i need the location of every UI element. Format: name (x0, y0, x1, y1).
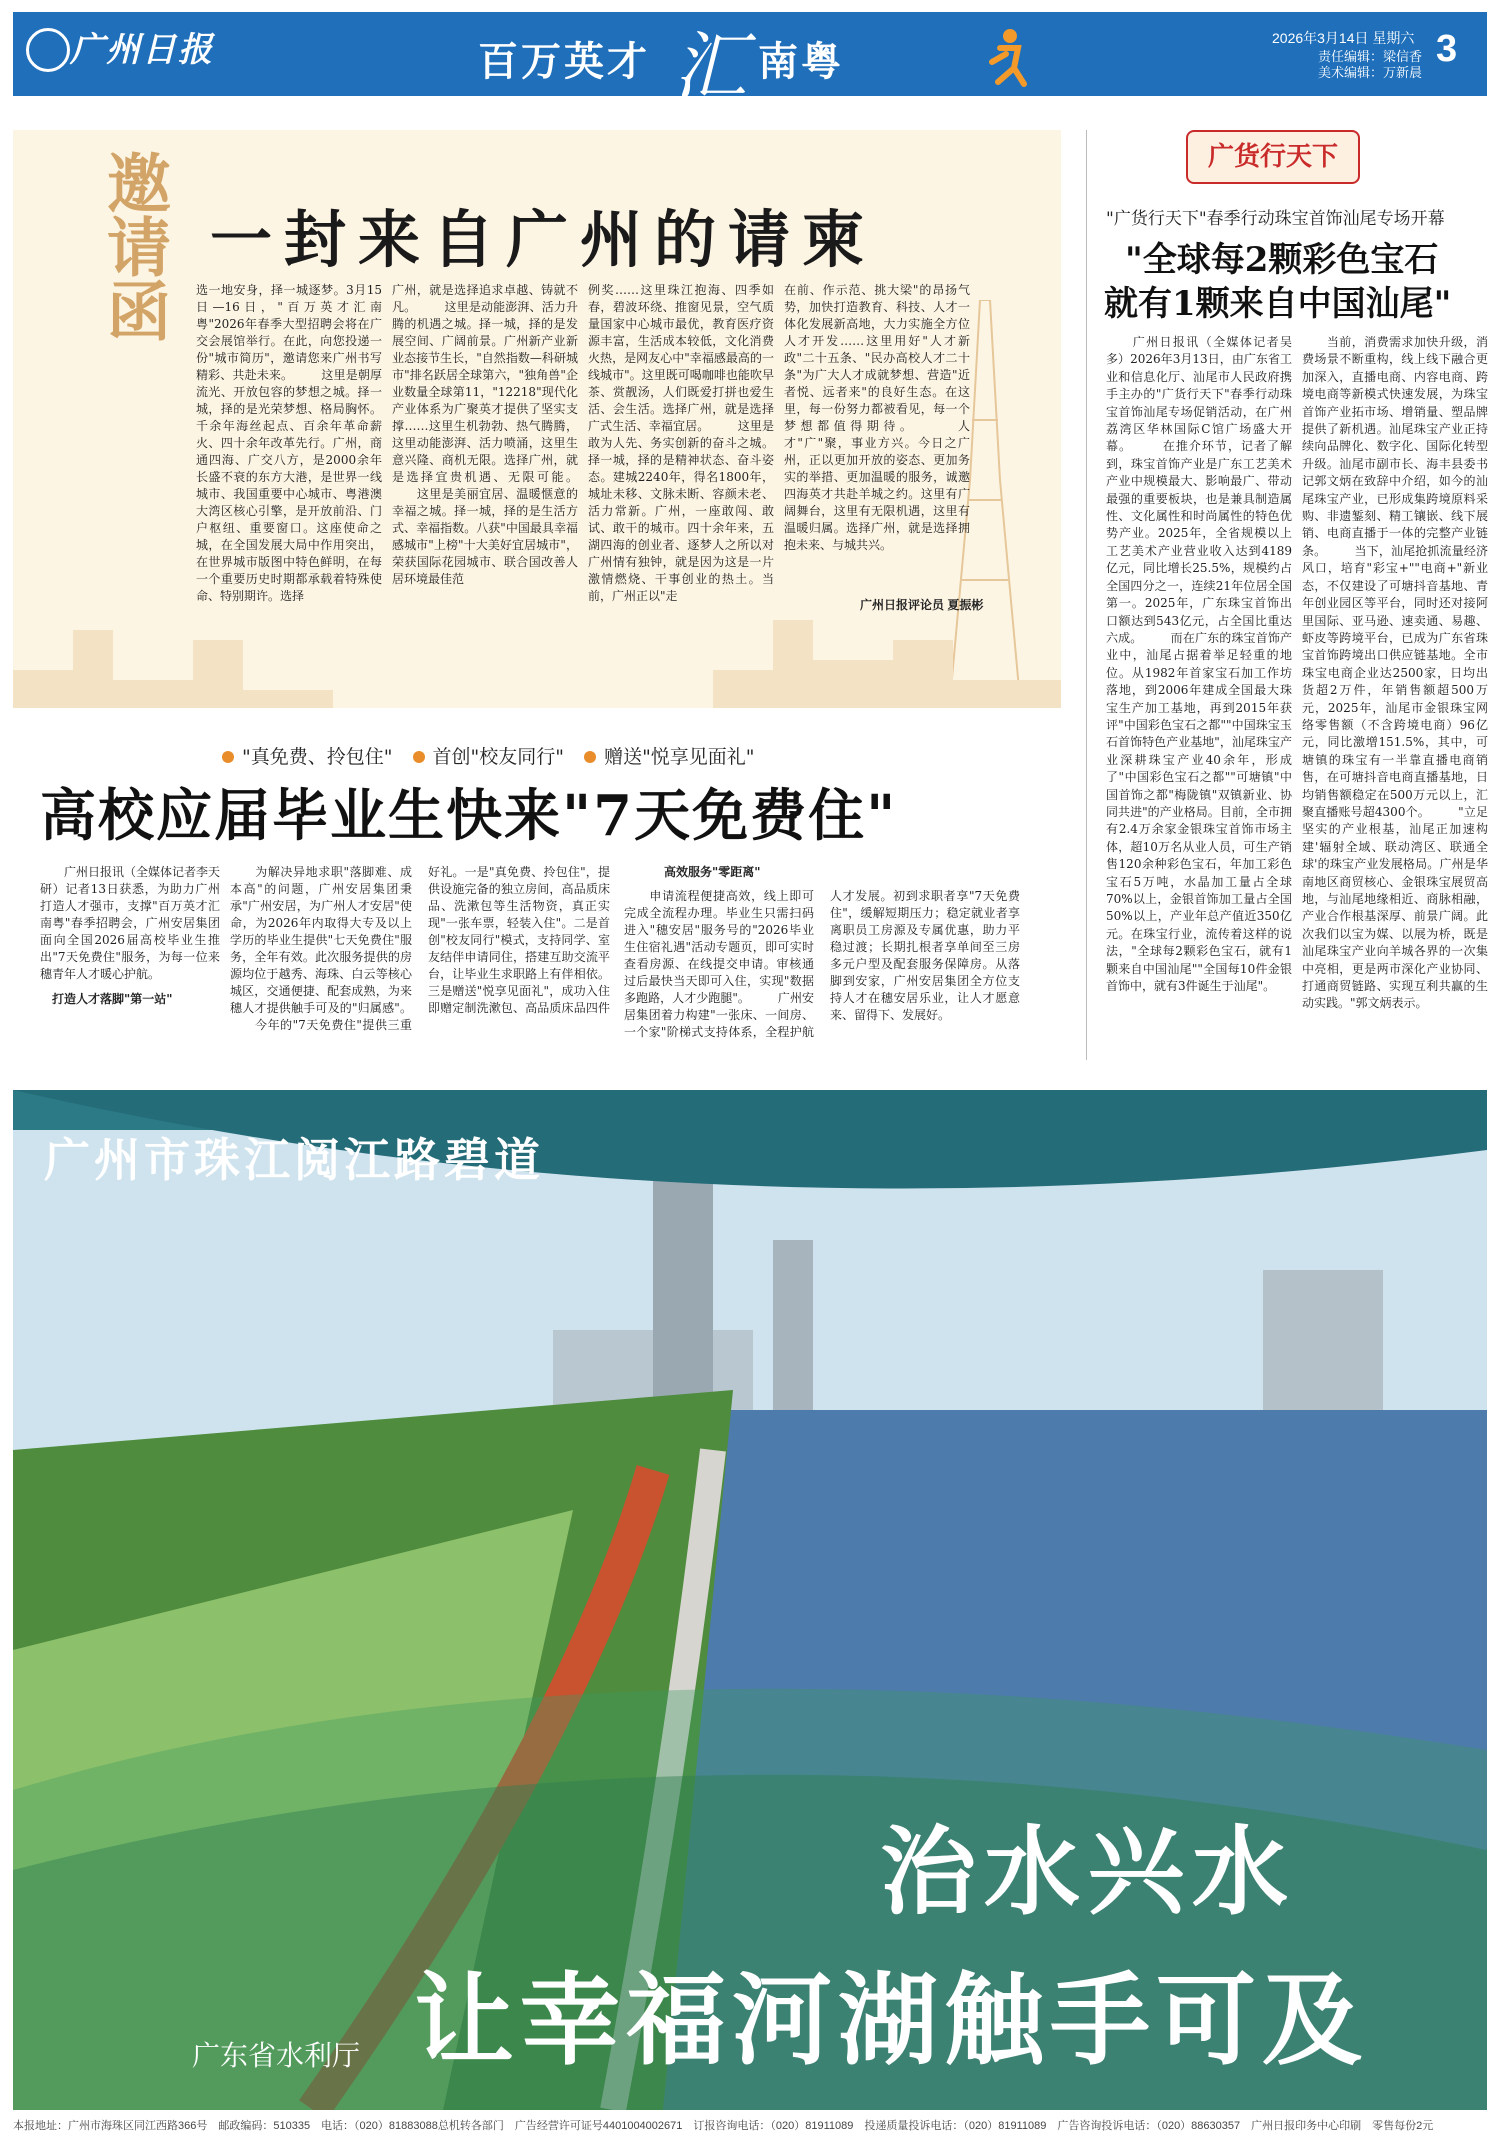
grad-column-2: 为解决异地求职"落脚难、成本高"的问题，广州安居集团秉承"广州安居，为广州人才安居"使命，为2026年内取得大专及以上学历的毕业生提供"七天免费住"服务，全年有效。此次服务提供的房源均位于越秀、海珠、白云等核心城区，交通便捷、配套成熟，为来穗人才提供触手可及的"归属感"。 今年的"7天免费住"提供三重好礼。一是"真免费、拎包住"，提供设施完备的独立房间，高品质床品、洗漱包等生活物资，真正实现"一张车票，轻装入住"。二是首创"校友同行"模式，支持同学、室友结伴申请同住，搭建互助交流平台，让毕业生求职路上有伴相依。三是赠送"悦享见面礼"，成功入住即赠定制洗漱包、高品质床品四件 (230, 865, 610, 1032)
guanghuo-column-2: 当前，消费需求加快升级，消费场景不断重构，线上线下融合更加深入，直播电商、内容电商、跨境电商等新模式快速发展，为珠宝首饰产业拓市场、增销量、塑品牌提供了新机遇。汕尾珠宝产业正持续向品牌化、数字化、国际化转型升级。汕尾市副市长、海丰县委书记郭文炳在致辞中介绍，如今的汕尾珠宝产业，已形成集跨境原料采购、非遗錾刻、精工镶嵌、线下展销、电商直播于一体的完整产业链条。 当下，汕尾抢抓流量经济风口，培育"彩宝+""电商+"新业态，不仅建设了可塘抖音基地、青年创业园区等平台，同时还对接阿里国际、亚马逊、速卖通、易趣、虾皮等跨境平台，已成为广东省珠宝首饰跨境出口供应链基地。全市珠宝电商企业达2500家，日均出货超2万件，年销售额超500万元，2025年，汕尾市金银珠宝网络零售额（不含跨境电商）96亿元，同比激增151.5%，其中，可塘镇的珠宝有一半靠直播电商销售，在可塘抖音电商直播基地，日均销售额稳定在500万元以上，汇聚直播账号超4300个。 "立足坚实的产业根基，汕尾正加速构建'辐射全域、联动湾区、联通全球'的珠宝产业发展格局。广州是华南地区商贸核心、金银珠宝展贸高地，与汕尾地缘相近、商脉相融，产业合作根基深厚、前景广阔。此次我们以宝为媒、以展为桥，既是汕尾珠宝产业向羊城各界的一次集中亮相，更是两市深化产业协同、打通商贸链路、实现互利共赢的生动实践。"郭文炳表示。 (1302, 335, 1488, 1011)
section-banner (478, 10, 978, 110)
grad-section-heading-1: 打造人才落脚"第一站" (52, 992, 173, 1006)
invitation-column-1: 选一地安身，择一城逐梦。3月15日—16日，"百万英才汇南粤"2026年春季大型招聘会将在广交会展馆举行。在此，向您投递一份"城市简历"，邀请您来广州书写精彩、共赴未来。 这里是朝厚流光、开放包容的梦想之城。择一城，择的是光荣梦想、格局胸怀。千余年海丝起点、百余年革命薪火、四十余年改革先行。广州，商通四海、广交八方，是2000余年长盛不衰的东方大港，是世界一线城市、我国重要中心城市、粤港澳大湾区核心引擎，是开放前沿、门户枢纽、重要窗口。这座使命之城，在全国发展大局中作用突出，在世界城市版图中特色鲜明，在每一个重要历史时期都承载着特殊使命、特别期许。选择 (196, 283, 382, 603)
runner-icon (980, 26, 1040, 90)
footer-info: 本报地址：广州市海珠区同江西路366号 邮政编码：510335 电话：（020）81883088总机转各部门 广告经营许可证号4401004002671 订报咨询电话：（020）81911089 投递质量投诉电话：（020）81911089 广告咨询投诉电话：（020）88630357 广州日报印务中心印刷 零售每份2元 (13, 2120, 1434, 2132)
column-divider (1086, 130, 1087, 1060)
bullet-dot-icon (222, 751, 234, 763)
newspaper-logo: 广州日报 (70, 30, 214, 70)
grad-column-4: 申请流程便捷高效，线上即可完成全流程办理。毕业生只需扫码进入"穗安居"服务号的"2026毕业生住宿礼遇"活动专题页，即可实时查看房源、在线提交申请。审核通过后最快当天即可入住，实现"数据多跑路，人才少跑腿"。 广州安居集团着力构建"一张床、一间房、一个家"阶梯式支持体系，全程护航人才发展。初到求职者享"7天免费住"，缓解短期压力；稳定就业者享离职员工房源及专属优惠，助力平稳过渡；长期扎根者享单间至三房多元户型及配套服务保障房。从落脚到安家，广州安居集团全方位支持人才在穗安居乐业，让人才愿意来、留得下、发展好。 (624, 889, 1020, 1039)
grad-section-heading-2: 高效服务"零距离" (664, 865, 761, 879)
logo-emblem-icon (26, 28, 70, 72)
photo-title: 广州市珠江阅江路碧道 (44, 1134, 544, 1186)
grad-lead: 广州日报讯（全媒体记者李天研）记者13日获悉，为助力广州打造人才强市，支撑"百万英才汇南粤"春季招聘会，广州安居集团面向全国2026届高校毕业生推出"7天免费住"服务，为每一位来穗青年人才暖心护航。 (40, 865, 221, 981)
agency-name: 广东省水利厅 (192, 2039, 361, 2072)
grad-column-1 (40, 864, 220, 1012)
art-editor: 美术编辑：万新晨 (1318, 65, 1423, 80)
grad-subhead-2: 首创"校友同行" (432, 746, 565, 768)
banner-left-text: 百万英才 (478, 38, 650, 85)
banner-mid-text: 汇 (673, 24, 747, 110)
bullet-dot-icon (584, 751, 596, 763)
banner-right-text: 南粤 (758, 38, 844, 85)
invitation-decorative-calligraphy: 邀请函 (96, 150, 171, 342)
grad-subhead-3: 赠送"悦享见面礼" (604, 746, 755, 768)
invitation-column-2: 广州，就是选择追求卓越、铸就不凡。 这里是动能澎湃、活力升腾的机遇之城。择一城，择的是发展空间、广阔前景。广州新产业新业态接节生长，"自然指数—科研城市"排名跃居全球第六，"独角兽"企业数量全球第11，"12218"现代化产业体系为广聚英才提供了坚实支撑……这里生机勃勃、热气腾腾，这里动能澎湃、活力喷涌，这里生意兴隆、商机无限。选择广州，就是选择宜贵机遇、无限可能。 这里是美丽宜居、温暖惬意的幸福之城。择一城，择的是生活方式、幸福指数。八获"中国最具幸福感城市"上榜"十大美好宜居城市"，荣获国际花园城市、联合国改善人居环境最佳范 (392, 283, 578, 586)
guanghuo-column-1: 广州日报讯（全媒体记者吴多）2026年3月13日，由广东省工业和信息化厅、汕尾市人民政府携手主办的"广货行天下"春季行动珠宝首饰汕尾专场促销活动，在广州荔湾区华林国际C馆广场盛大开幕。 在推介环节，记者了解到，珠宝首饰产业是广东工艺美术产业中规模最大、影响最广、带动最强的重要板块，也是兼具制造属性、文化属性和时尚属性的特色优势产业。2025年，全省规模以上工艺美术产业营业收入达到4189亿元，同比增长25.5%，规模约占全国四分之一，连续21年位居全国第一。2025年，广东珠宝首饰出口额达到543亿元，占全国比重达六成。 而在广东的珠宝首饰产业中，汕尾占据着举足轻重的地位。从1982年首家宝石加工作坊落地，到2006年建成全国最大珠宝生产加工基地，再到2015年获评"中国彩色宝石之都""中国珠宝玉石首饰特色产业基地"，汕尾珠宝产业深耕珠宝产业40余年，形成了"中国彩色宝石之都""可塘镇"中国首饰之都"梅陇镇"双镇新业、协同共进"的产业格局。目前，全市拥有2.4万余家金银珠宝首饰市场主体，超10万名从业人员，可生产销售120余种彩色宝石，年加工彩色宝石5万吨，水晶加工量占全球70%以上，金银首饰加工量占全国50%以上，产业年总产值近350亿元。在珠宝行业，流传着这样的说法，"全球每2颗彩色宝石，就有1颗来自中国汕尾""全国每10件金银首饰中，就有3件诞生于汕尾"。 (1106, 335, 1292, 994)
bullet-dot-icon (413, 751, 425, 763)
page-number: 3 (1436, 28, 1458, 70)
grad-subheads (208, 742, 755, 769)
slogan-line1: 治水兴水 (880, 1815, 1296, 1928)
guanghuo-subhead: "广货行天下"春季行动珠宝首饰汕尾专场开幕 (1106, 209, 1445, 229)
guanghuo-logo: 广货行天下 (1186, 130, 1360, 184)
invitation-column-3: 例奖……这里珠江抱海、四季如春，碧波环绕、推窗见景，空气质量国家中心城市最优，教育医疗资源丰富，生活成本较低，文化消费火热，是网友心中"幸福感最高的一线城市"。这里既可喝咖啡也能吹早茶、赏靓汤，人们既爱打拼也爱生活、会生活。选择广州，就是选择广式生活、幸福宜居。 这里是敢为人先、务实创新的奋斗之城。择一城，择的是精神状态、奋斗姿态。建城2240年，得名1800年，城址未移、文脉未断、容颜未老、活力常新。广州，一座敢闯、敢试、敢干的城市。四十余年来，五湖四海的创业者、逐梦人之所以对广州情有独钟，就是因为这是一片激情燃烧、干事创业的热土。当前，广州正以"走 (588, 283, 774, 603)
responsible-editor: 责任编辑：梁信香 (1318, 49, 1423, 64)
slogan-line2: 让幸福河湖触手可及 (414, 1961, 1368, 2079)
invitation-byline: 广州日报评论员 夏振彬 (860, 598, 984, 612)
guanghuo-title-line1: "全球每2颗彩色宝石 (1125, 240, 1439, 280)
grad-subhead-1: "真免费、拎包住" (242, 746, 393, 768)
guanghuo-title-line2: 就有1颗来自中国汕尾" (1104, 284, 1452, 324)
grad-column-3 (624, 864, 804, 885)
grad-title: 高校应届毕业生快来"7天免费住" (40, 783, 898, 849)
invitation-title: 一封来自广州的请柬 (210, 203, 877, 276)
issue-date: 2026年3月14日 星期六 (1272, 30, 1415, 46)
invitation-column-4: 在前、作示范、挑大梁"的昂扬气势，加快打造教育、科技、人才一体化发展新高地，大力实施全方位人才开发……这里用好"人才新政"二十五条、"民办高校人才二十条"为广大人才成就梦想、营造"近者悦、远者来"的良好生态。在这里，每一份努力都被看见，每一个梦想都值得期待。 人才"广"聚，事业方兴。今日之广州，正以更加开放的姿态、更加务实的举措、更加温暖的服务，诚邀四海英才共赴羊城之约。这里有广阔舞台，这里有无限机遇，这里有温暖归属。选择广州，就是选择拥抱未来、与城共兴。 (784, 283, 970, 552)
